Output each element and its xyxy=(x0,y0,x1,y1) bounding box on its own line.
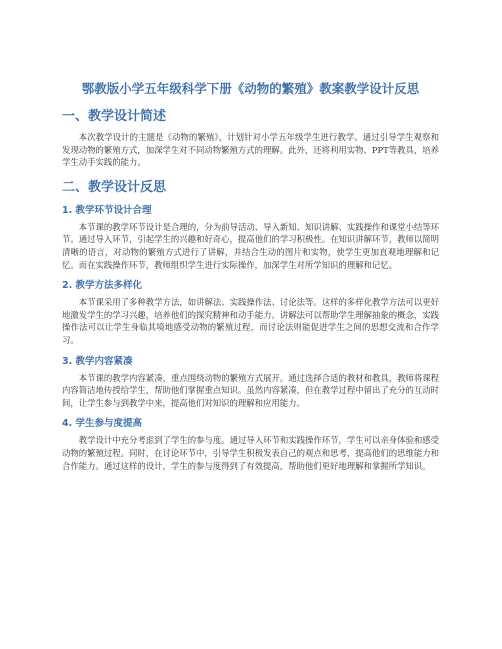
section-paragraph: 本次教学设计的主题是《动物的繁殖》，计划针对小学五年级学生进行教学。通过引导学生观察和发现动物的繁殖方式，加深学生对不同动物繁殖方式的理解。此外，还将利用实物、PPT等教具，培养学生动手实践的能力。 xyxy=(62,132,439,168)
subsection-student-participation xyxy=(62,417,439,472)
subsection-paragraph: 本节课的教学环节设计是合理的，分为前导活动、导入新知、知识讲解、实践操作和课堂小结等环节。通过导入环节，引起学生的兴趣和好奇心，提高他们的学习积极性。在知识讲解环节，教师以简明清晰的语言，对动物的繁殖方式进行了讲解，并结合生动的图片和实物，使学生更加直观地理解和记忆。而在实践操作环节，教师组织学生进行实际操作，加深学生对所学知识的理解和记忆。 xyxy=(62,221,439,270)
subsection-heading: 3. 教学内容紧凑 xyxy=(62,355,133,367)
subsection-paragraph: 本节课采用了多种教学方法，如讲解法、实践操作法、讨论法等。这样的多样化教学方法可以更好地激发学生的学习兴趣，培养他们的探究精神和动手能力。讲解法可以帮助学生理解抽象的概念，实践操作法可以让学生身临其境地感受动物的繁殖过程，而讨论法则能促进学生之间的思想交流和合作学习。 xyxy=(62,297,439,345)
subsection-paragraph: 本节课的教学内容紧凑，重点围绕动物的繁殖方式展开。通过选择合适的教材和教具，教师将课程内容简洁地传授给学生，帮助他们掌握重点知识。虽然内容紧凑，但在教学过程中留出了充分的互动时间，让学生参与到教学中来，提高他们对知识的理解和应用能力。 xyxy=(62,372,439,408)
section-heading: 二、教学设计反思 xyxy=(62,179,167,195)
subsection-heading: 2. 教学方法多样化 xyxy=(62,280,143,292)
subsection-heading: 1. 教学环节设计合理 xyxy=(62,204,152,216)
document-title: 鄂教版小学五年级科学下册《动物的繁殖》教案教学设计反思 xyxy=(81,81,420,96)
subsection-teaching-steps xyxy=(62,204,439,271)
subsection-paragraph: 教学设计中充分考虑到了学生的参与度。通过导入环节和实践操作环节，学生可以亲身体验和感受动物的繁殖过程。同时，在讨论环节中，引导学生积极发表自己的观点和思考，提高他们的思维能力和合作能力。通过这样的设计，学生的参与度得到了有效提高，帮助他们更好地理解和掌握所学知识。 xyxy=(62,435,439,471)
section-design-reflection xyxy=(62,179,439,472)
section-design-summary xyxy=(62,108,439,169)
subsection-heading: 4. 学生参与度提高 xyxy=(62,418,143,430)
section-heading: 一、教学设计简述 xyxy=(62,109,167,124)
subsection-teaching-methods xyxy=(62,279,439,346)
subsection-teaching-content xyxy=(62,355,439,410)
